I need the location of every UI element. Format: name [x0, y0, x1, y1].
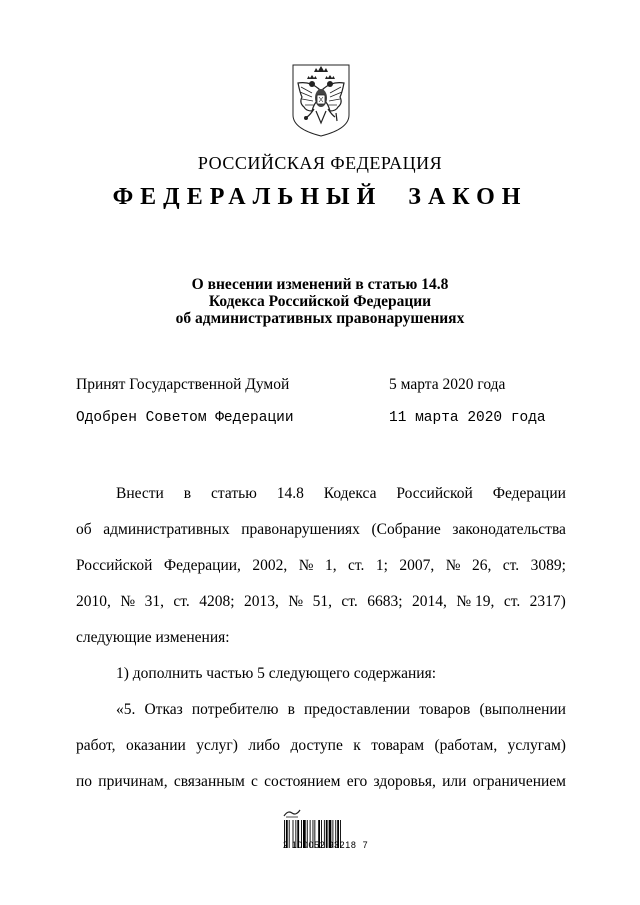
- body-line: [76, 484, 566, 520]
- word: ограничением: [472, 773, 566, 790]
- word: статью: [211, 485, 257, 502]
- word: в: [287, 701, 295, 718]
- word: 3089;: [530, 557, 566, 574]
- barcode-mark-icon: [283, 808, 301, 818]
- word: ст.: [348, 557, 365, 574]
- word: законодательства: [452, 521, 566, 538]
- body-text: [76, 484, 566, 808]
- word: Федерации,: [163, 557, 241, 574]
- word: 2013,: [244, 593, 279, 610]
- word: 26,: [471, 557, 492, 574]
- word: услуг): [196, 737, 238, 754]
- word: №: [298, 557, 314, 574]
- word: 14.8: [276, 485, 304, 502]
- word: 6683;: [367, 593, 403, 610]
- word: по: [76, 773, 93, 790]
- word: №: [120, 593, 136, 610]
- word: №: [445, 557, 461, 574]
- duma-adoption-label: Принят Государственной Думой: [76, 376, 290, 393]
- word: 1;: [375, 557, 388, 574]
- word: №: [288, 593, 304, 610]
- word: ст.: [173, 593, 190, 610]
- quote-line: [76, 700, 566, 736]
- barcode: [283, 808, 369, 862]
- word: причинам,: [98, 773, 168, 790]
- word: 1,: [324, 557, 337, 574]
- word: состоянием: [264, 773, 341, 790]
- word: 31,: [144, 593, 164, 610]
- word: предоставлении: [304, 701, 411, 718]
- word: правонарушениях: [241, 521, 360, 538]
- word: № 19,: [456, 593, 495, 610]
- list-item: 1) дополнить частью 5 следующего содержания:: [116, 665, 437, 682]
- word: ст.: [503, 593, 521, 610]
- document-type-heading: ФЕДЕРАЛЬНЫЙ ЗАКОН: [112, 184, 528, 210]
- word: Отказ: [144, 701, 183, 718]
- law-title-line: об административных правонарушениях: [175, 310, 465, 327]
- council-approval-date: 11 марта 2020 года: [389, 410, 546, 426]
- council-approval-label: Одобрен Советом Федерации: [76, 410, 294, 426]
- word: потребителю: [191, 701, 279, 718]
- barcode-number: 2 100052 93218 7: [283, 840, 369, 850]
- body-line: [76, 520, 566, 556]
- word: (выполнении: [479, 701, 566, 718]
- word: оказании: [125, 737, 186, 754]
- word: работ,: [76, 737, 116, 754]
- word: 2317): [529, 593, 566, 610]
- country-name: РОССИЙСКАЯ ФЕДЕРАЦИЯ: [197, 153, 443, 173]
- word: 51,: [312, 593, 332, 610]
- body-line: [76, 592, 566, 628]
- word: административных: [103, 521, 230, 538]
- law-title: [0, 276, 640, 327]
- body-line: следующие изменения:: [76, 629, 230, 646]
- duma-adoption-date: 5 марта 2020 года: [389, 376, 506, 393]
- word: связанным: [173, 773, 245, 790]
- word: об: [76, 521, 92, 538]
- quote-line: [76, 772, 566, 808]
- word: 2007,: [399, 557, 435, 574]
- body-line: [76, 556, 566, 592]
- word: 2014,: [412, 593, 447, 610]
- word: Российской: [396, 485, 473, 502]
- quote-line: [76, 736, 566, 772]
- word: ст.: [502, 557, 520, 574]
- word: Федерации: [492, 485, 566, 502]
- word: в: [183, 485, 192, 502]
- word: его: [346, 773, 368, 790]
- word: 4208;: [199, 593, 235, 610]
- word: к: [353, 737, 361, 754]
- word: здоровья,: [373, 773, 436, 790]
- word: товаров: [419, 701, 471, 718]
- word: либо: [248, 737, 280, 754]
- word: или: [442, 773, 467, 790]
- word: (Собрание: [371, 521, 441, 538]
- word: Российской: [76, 557, 153, 574]
- word: Внести: [116, 485, 164, 502]
- word: услугам): [507, 737, 566, 754]
- word: (работам,: [434, 737, 498, 754]
- word: ст.: [341, 593, 358, 610]
- law-title-line: Кодекса Российской Федерации: [208, 293, 432, 310]
- word: доступе: [290, 737, 343, 754]
- word: товарам: [371, 737, 425, 754]
- word: 2010,: [76, 593, 111, 610]
- word: 2002,: [252, 557, 288, 574]
- word: с: [251, 773, 258, 790]
- coat-of-arms-emblem: [290, 63, 352, 138]
- law-title-line: О внесении изменений в статью 14.8: [191, 276, 449, 293]
- word: «5.: [116, 701, 136, 718]
- word: Кодекса: [323, 485, 377, 502]
